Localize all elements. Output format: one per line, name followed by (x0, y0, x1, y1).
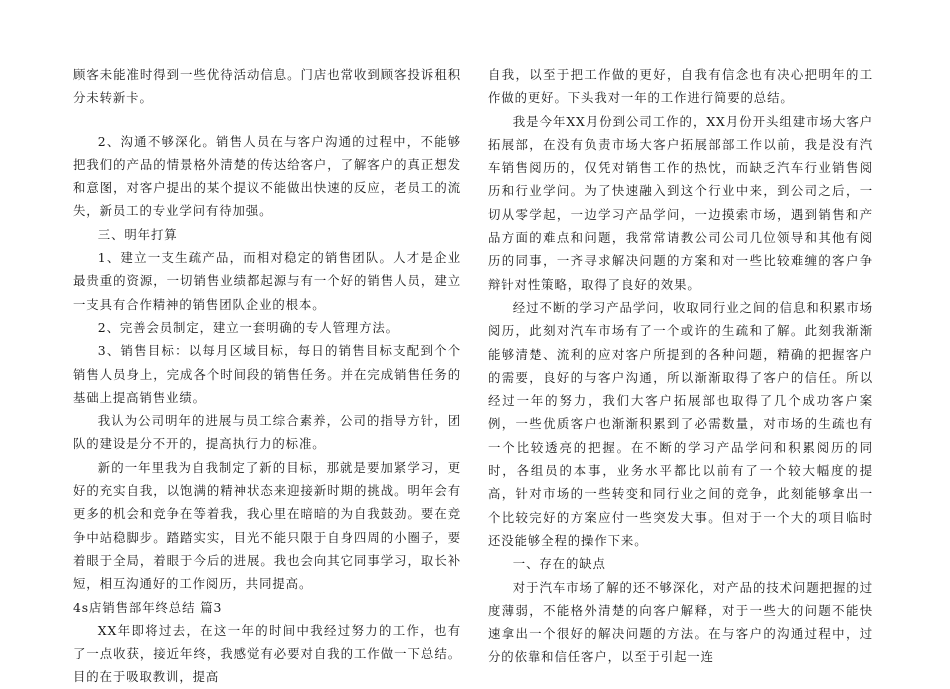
paragraph-continued: 自我，以至于把工作做的更好，自我有信念也有决心把明年的工作做的更好。下头我对一年的工作进行简要的总结。 (488, 67, 873, 106)
left-column (73, 63, 461, 689)
paragraph-communication: 2、沟通不够深化。销售人员在与客户沟通的过程中，不能够把我们的产品的情景格外清楚的传达给客户，了解客户的真正想发和意图，对客户提出的某个提议不能做出快速的反应，老员工的流失，新员工的专业学问有待加强。 (73, 133, 461, 219)
paragraph-team: 1、建立一支生疏产品，而相对稳定的销售团队。人才是企业最贵重的资源，一切销售业绩都起源与有一个好的销售人员，建立一支具有合作精神的销售团队企业的根本。 (73, 250, 461, 312)
section-heading-shortcomings: 一、存在的缺点 (512, 556, 606, 572)
paragraph-continued: 顾客未能准时得到一些优待活动信息。门店也常收到顾客投诉租积分未转新卡。 (73, 67, 461, 106)
paragraph-intro: XX年即将过去，在这一年的时间中我经过努力的工作，也有了一点收获，接近年终，我感觉有必要对自我的工作做一下总结。目的在于吸取教训，提高 (73, 622, 461, 685)
paragraph-shortcomings: 对于汽车市场了解的还不够深化，对产品的技术问题把握的过度薄弱，不能格外清楚的向客户解释，对于一些大的问题不能快速拿出一个很好的解决问题的方法。在与客户的沟通过程中，过分的依靠和信任客户，以至于引起一连 (488, 579, 873, 665)
paragraph-gap (73, 110, 461, 130)
paragraph-company-development: 我认为公司明年的进展与员工综合素养，公司的指导方针，团队的建设是分不开的，提高执行力的标准。 (73, 413, 461, 452)
paragraph-work-history: 我是今年XX月份到公司工作的，XX月份开头组建市场大客户拓展部，在没有负责市场大客户拓展部部工作以前，我是没有汽车销售阅历的，仅凭对销售工作的热忱，而缺乏汽车行业销售阅历和行业学问。为了快速融入到这个行业中来，到公司之后，一切从零学起，一边学习产品学问，一边摸索市场，遇到销售和产品方面的难点和问题，我常常请教公司公司几位领导和其他有阅历的同事，一齐寻求解决问题的方案和对一些比较难缠的客户争辩针对性策略，取得了良好的效果。 (488, 113, 873, 292)
paragraph-learning: 经过不断的学习产品学问，收取同行业之间的信息和积累市场阅历，此刻对汽车市场有了一个或许的生疏和了解。此刻我渐渐能够清楚、流利的应对客户所提到的各种问题，精确的把握客户的需要，良好的与客户沟通，所以渐渐取得了客户的信任。所以经过一年的努力，我们大客户拓展部也取得了几个成功客户案例，一些优质客户也渐渐积累到了必需数量，对市场的生疏也有一个比较透亮的把握。在不断的学习产品学问和积累阅历的同时，各组员的本事，业务水平都比以前有了一个较大幅度的提高，针对市场的一些转变和同行业之间的竞争，此刻能够拿出一个比较完好的方案应付一些突发大事。但对于一个大的项目临时还没能够全程的操作下来。 (488, 299, 873, 548)
paragraph-new-year-goals: 新的一年里我为自我制定了新的目标，那就是要加紧学习，更好的充实自我，以饱满的精神状态来迎接新时期的挑战。明年会有更多的机会和竞争在等着我，我心里在暗暗的为自我鼓劲。要在竞争中站稳脚步。踏踏实实，目光不能只限于自身四周的小圈子，要着眼于全局，着眼于今后的进展。我也会向其它同事学习，取长补短，相互沟通好的工作阅历，共同提高。 (73, 459, 461, 592)
section-title: 4s店销售部年终总结 篇3 (73, 599, 223, 615)
paragraph-membership: 2、完善会员制定，建立一套明确的专人管理方法。 (97, 319, 399, 335)
paragraph-sales-target: 3、销售目标：以每月区域目标，每日的销售目标支配到个个销售人员身上，完成各个时间段的销售任务。并在完成销售任务的基础上提高销售业绩。 (73, 343, 461, 405)
section-heading-next-year-plan: 三、明年打算 (97, 226, 178, 242)
right-column (488, 63, 873, 669)
